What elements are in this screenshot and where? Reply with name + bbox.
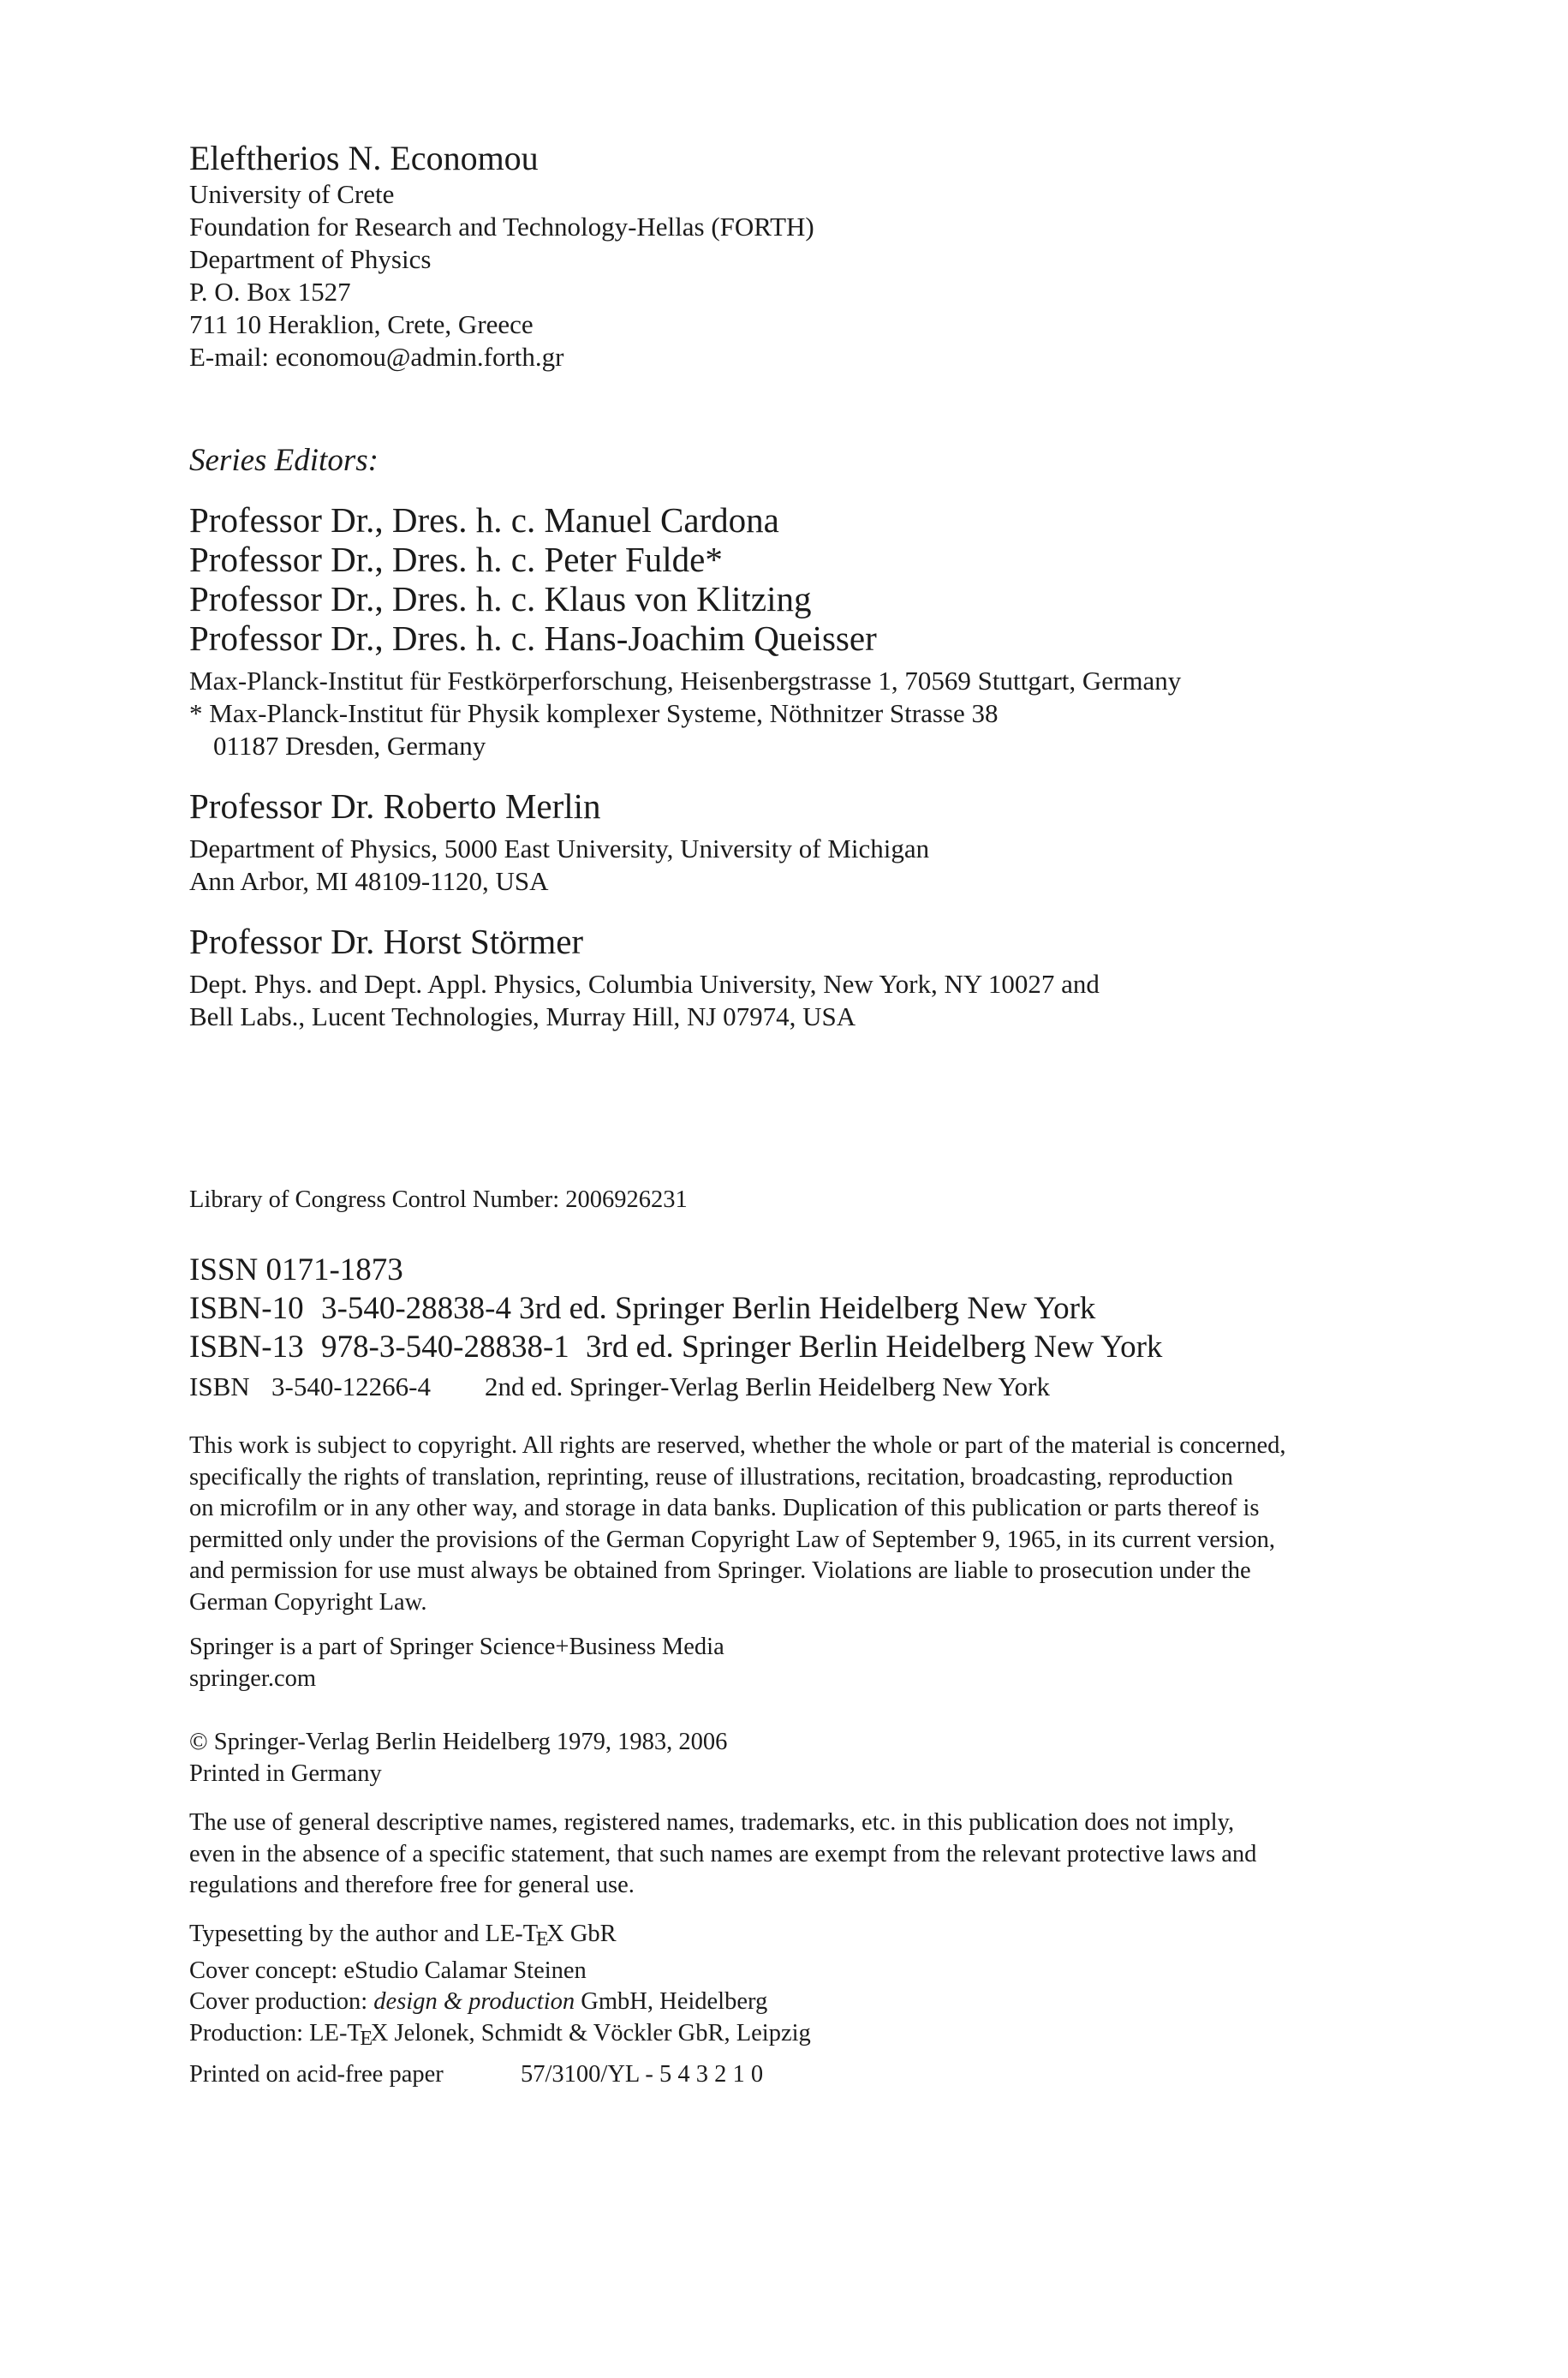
editor-affiliation-line: Dept. Phys. and Dept. Appl. Physics, Columbia University, New York, NY 10027 and xyxy=(189,969,1100,999)
notice-line: and permission for use must always be obtained from Springer. Violations are liable to prosecution under the xyxy=(189,1557,1251,1584)
isbn13-label: ISBN-13 xyxy=(189,1329,304,1365)
isbn10-row xyxy=(189,1289,1405,1328)
paper-line xyxy=(189,2059,1405,2091)
production-code: 57/3100/YL - 5 4 3 2 1 0 xyxy=(521,2061,764,2088)
series-editors-label xyxy=(189,442,1405,480)
lccn xyxy=(189,1185,1405,1216)
notice-line: permitted only under the provisions of the German Copyright Law of September 9, 1965, in its current version, xyxy=(189,1526,1275,1553)
springer-info xyxy=(189,1632,1405,1694)
series-label-text: Series Editors: xyxy=(189,443,379,478)
isbn-old-edition: 2nd ed. Springer-Verlag Berlin Heidelberg New York xyxy=(485,1371,1051,1401)
institute-line: * Max-Planck-Institut für Physik komplexer Systeme, Nöthnitzer Strasse 38 xyxy=(189,698,999,728)
copyright-statement: © Springer-Verlag Berlin Heidelberg 1979, 1983, 2006 xyxy=(189,1729,728,1755)
stormer-block xyxy=(189,922,1405,1033)
editor-name: Professor Dr., Dres. h. c. Hans-Joachim Queisser xyxy=(189,618,877,658)
cover-production-line xyxy=(189,1987,1405,2018)
acid-free-paper: Printed on acid-free paper xyxy=(189,2061,444,2088)
copyright-notice xyxy=(189,1431,1405,1618)
author-name: Eleftherios N. Economou xyxy=(189,139,539,177)
author-email: E-mail: economou@admin.forth.gr xyxy=(189,342,564,372)
isbn-old-number: 3-540-12266-4 xyxy=(271,1371,431,1401)
lccn-text: Library of Congress Control Number: 2006926231 xyxy=(189,1186,688,1213)
trademark-line: even in the absence of a specific statement, that such names are exempt from the relevant protective laws and xyxy=(189,1840,1257,1867)
springer-website: springer.com xyxy=(189,1664,317,1692)
isbn-old-row xyxy=(189,1370,1405,1404)
typesetting-prefix: Typesetting by the author and LE-T xyxy=(189,1921,539,1947)
isbn13-number: 978-3-540-28838-1 xyxy=(321,1329,569,1365)
issn: ISSN 0171-1873 xyxy=(189,1252,403,1288)
printed-in: Printed in Germany xyxy=(189,1760,382,1787)
editor-name: Professor Dr., Dres. h. c. Manuel Cardona xyxy=(189,500,779,540)
isbn10-number: 3-540-28838-4 xyxy=(321,1291,511,1326)
isbn13-row xyxy=(189,1328,1405,1366)
author-affiliation-line: 711 10 Heraklion, Crete, Greece xyxy=(189,309,534,339)
copyright-line xyxy=(189,1727,1405,1789)
notice-line: German Copyright Law. xyxy=(189,1588,427,1616)
author-affiliation-line: Foundation for Research and Technology-Hellas (FORTH) xyxy=(189,212,814,242)
production-line xyxy=(189,2018,1405,2055)
cover-production-company: design & production xyxy=(373,1988,575,2016)
author-affiliation-line: P. O. Box 1527 xyxy=(189,277,351,307)
isbn10-label: ISBN-10 xyxy=(189,1291,304,1326)
typesetting-suffix: X GbR xyxy=(546,1921,617,1947)
editor-affiliation-line: Ann Arbor, MI 48109-1120, USA xyxy=(189,866,549,896)
author-block xyxy=(189,139,1405,373)
editor-name: Professor Dr. Roberto Merlin xyxy=(189,786,601,826)
production-suffix: X Jelonek, Schmidt & Vöckler GbR, Leipzig xyxy=(370,2019,811,2046)
editor-affiliation-line: Bell Labs., Lucent Technologies, Murray Hill, NJ 07974, USA xyxy=(189,1001,856,1031)
notice-line: on microfilm or in any other way, and storage in data banks. Duplication of this publication or parts thereof is xyxy=(189,1495,1260,1521)
isbn-block xyxy=(189,1251,1405,1404)
trademark-line: regulations and therefore free for general use. xyxy=(189,1872,635,1898)
typesetting-line xyxy=(189,1919,1405,1956)
cover-concept-line: Cover concept: eStudio Calamar Steinen xyxy=(189,1957,587,1984)
institute-line: Max-Planck-Institut für Festkörperforschung, Heisenbergstrasse 1, 70569 Stuttgart, Germany xyxy=(189,666,1182,696)
notice-line: This work is subject to copyright. All rights are reserved, whether the whole or part of the material is concerned, xyxy=(189,1432,1286,1459)
institute-line: 01187 Dresden, Germany xyxy=(213,731,486,761)
notice-line: specifically the rights of translation, reprinting, reuse of illustrations, recitation, broadcasting, reproduction xyxy=(189,1463,1233,1491)
trademark-line: The use of general descriptive names, registered names, trademarks, etc. in this publication does not imply, xyxy=(189,1809,1235,1836)
isbn-old-label: ISBN xyxy=(189,1371,250,1401)
editor-affiliation-line: Department of Physics, 5000 East University, University of Michigan xyxy=(189,833,930,863)
series-editors-block xyxy=(189,500,1405,762)
production-prefix: Production: LE-T xyxy=(189,2019,362,2046)
merlin-block xyxy=(189,786,1405,898)
editor-name: Professor Dr. Horst Störmer xyxy=(189,922,584,961)
production-credits xyxy=(189,1919,1405,2055)
editor-name: Professor Dr., Dres. h. c. Klaus von Klitzing xyxy=(189,579,812,618)
author-affiliation-line: Department of Physics xyxy=(189,244,432,274)
cover-production-suffix: GmbH, Heidelberg xyxy=(581,1988,768,2016)
tex-e-letter: E xyxy=(360,2027,373,2051)
paper-row xyxy=(189,2059,1405,2091)
author-affiliation-line: University of Crete xyxy=(189,179,395,209)
tex-e-letter: E xyxy=(535,1927,549,1951)
isbn10-edition: 3rd ed. Springer Berlin Heidelberg New York xyxy=(519,1291,1096,1326)
springer-line: Springer is a part of Springer Science+Business Media xyxy=(189,1634,724,1660)
isbn13-edition: 3rd ed. Springer Berlin Heidelberg New York xyxy=(586,1329,1163,1365)
cover-production-prefix: Cover production: xyxy=(189,1988,368,2016)
editor-name: Professor Dr., Dres. h. c. Peter Fulde* xyxy=(189,540,723,579)
trademark-notice xyxy=(189,1807,1405,1902)
